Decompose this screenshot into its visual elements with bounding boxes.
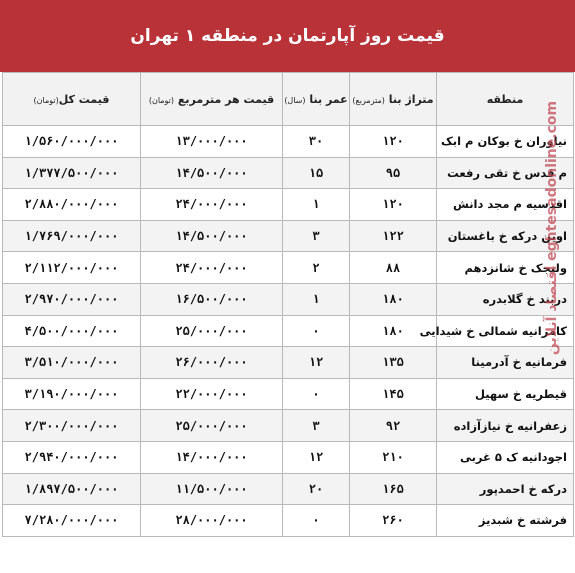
price-table bbox=[2, 72, 574, 537]
cell-total: ۲/۳۰۰/۰۰۰/۰۰۰ bbox=[3, 410, 141, 442]
cell-area: اوین درکه خ باغستان bbox=[437, 220, 574, 252]
cell-area: ولنجک خ شانزدهم bbox=[437, 252, 574, 284]
cell-size: ۲۱۰ bbox=[350, 441, 437, 473]
header-price-sqm: قیمت هر مترمربع (تومان) bbox=[141, 73, 283, 126]
cell-total: ۲/۹۴۰/۰۰۰/۰۰۰ bbox=[3, 441, 141, 473]
cell-size: ۹۵ bbox=[350, 157, 437, 189]
cell-price-sqm: ۲۵/۰۰۰/۰۰۰ bbox=[141, 315, 283, 347]
cell-age: ۲ bbox=[283, 252, 350, 284]
cell-age: ۳ bbox=[283, 410, 350, 442]
table-row bbox=[3, 189, 574, 221]
title-text: قیمت روز آپارتمان در منطقه ۱ تهران bbox=[130, 26, 445, 46]
cell-area: فرمانیه خ آدرمینا bbox=[437, 347, 574, 379]
cell-size: ۱۲۲ bbox=[350, 220, 437, 252]
cell-price-sqm: ۲۵/۰۰۰/۰۰۰ bbox=[141, 410, 283, 442]
cell-age: ۳ bbox=[283, 220, 350, 252]
cell-area: زعفرانیه خ نیازآزاده bbox=[437, 410, 574, 442]
cell-age: ۰ bbox=[283, 315, 350, 347]
cell-total: ۱/۸۹۷/۵۰۰/۰۰۰ bbox=[3, 473, 141, 505]
cell-total: ۲/۱۱۲/۰۰۰/۰۰۰ bbox=[3, 252, 141, 284]
table-row bbox=[3, 283, 574, 315]
cell-total: ۲/۹۷۰/۰۰۰/۰۰۰ bbox=[3, 283, 141, 315]
cell-price-sqm: ۱۴/۰۰۰/۰۰۰ bbox=[141, 441, 283, 473]
table-row bbox=[3, 220, 574, 252]
cell-total: ۴/۵۰۰/۰۰۰/۰۰۰ bbox=[3, 315, 141, 347]
table-row bbox=[3, 315, 574, 347]
cell-total: ۲/۸۸۰/۰۰۰/۰۰۰ bbox=[3, 189, 141, 221]
cell-size: ۱۸۰ bbox=[350, 283, 437, 315]
cell-area: م قدس خ تقی رفعت bbox=[437, 157, 574, 189]
cell-total: ۱/۵۶۰/۰۰۰/۰۰۰ bbox=[3, 126, 141, 158]
cell-price-sqm: ۱۶/۵۰۰/۰۰۰ bbox=[141, 283, 283, 315]
table-row bbox=[3, 410, 574, 442]
cell-area: نیاوران خ بوکان م ابک bbox=[437, 126, 574, 158]
cell-size: ۱۳۵ bbox=[350, 347, 437, 379]
cell-area: دربند خ گلابدره bbox=[437, 283, 574, 315]
header-total: قیمت کل(تومان) bbox=[3, 73, 141, 126]
cell-age: ۱۲ bbox=[283, 347, 350, 379]
table-row bbox=[3, 347, 574, 379]
cell-total: ۱/۳۷۷/۵۰۰/۰۰۰ bbox=[3, 157, 141, 189]
cell-price-sqm: ۲۶/۰۰۰/۰۰۰ bbox=[141, 347, 283, 379]
cell-price-sqm: ۱۳/۰۰۰/۰۰۰ bbox=[141, 126, 283, 158]
cell-area: اجودانیه ک ۵ غربی bbox=[437, 441, 574, 473]
page-title bbox=[0, 0, 575, 72]
cell-price-sqm: ۲۲/۰۰۰/۰۰۰ bbox=[141, 378, 283, 410]
cell-price-sqm: ۲۴/۰۰۰/۰۰۰ bbox=[141, 252, 283, 284]
cell-age: ۰ bbox=[283, 505, 350, 537]
cell-price-sqm: ۲۴/۰۰۰/۰۰۰ bbox=[141, 189, 283, 221]
table-header-row bbox=[3, 73, 574, 126]
cell-size: ۱۲۰ bbox=[350, 189, 437, 221]
cell-age: ۱ bbox=[283, 283, 350, 315]
cell-area: کامرانیه شمالی خ شیدایی bbox=[437, 315, 574, 347]
cell-area: درکه خ احمدپور bbox=[437, 473, 574, 505]
cell-size: ۲۶۰ bbox=[350, 505, 437, 537]
cell-total: ۱/۷۶۹/۰۰۰/۰۰۰ bbox=[3, 220, 141, 252]
cell-total: ۷/۲۸۰/۰۰۰/۰۰۰ bbox=[3, 505, 141, 537]
cell-size: ۱۸۰ bbox=[350, 315, 437, 347]
cell-total: ۳/۵۱۰/۰۰۰/۰۰۰ bbox=[3, 347, 141, 379]
cell-area: فرشته خ شبدیز bbox=[437, 505, 574, 537]
header-area: منطقه bbox=[437, 73, 574, 126]
cell-age: ۳۰ bbox=[283, 126, 350, 158]
table-row bbox=[3, 473, 574, 505]
cell-age: ۲۰ bbox=[283, 473, 350, 505]
table-row bbox=[3, 126, 574, 158]
cell-size: ۱۶۵ bbox=[350, 473, 437, 505]
cell-size: ۸۸ bbox=[350, 252, 437, 284]
cell-age: ۱۲ bbox=[283, 441, 350, 473]
cell-size: ۱۴۵ bbox=[350, 378, 437, 410]
table-row bbox=[3, 441, 574, 473]
header-size: متراژ بنا (مترمربع) bbox=[350, 73, 437, 126]
cell-price-sqm: ۱۴/۵۰۰/۰۰۰ bbox=[141, 157, 283, 189]
watermark: اقتصاد آنلاین eghtesadonline.com bbox=[544, 100, 561, 356]
cell-price-sqm: ۲۸/۰۰۰/۰۰۰ bbox=[141, 505, 283, 537]
cell-size: ۱۲۰ bbox=[350, 126, 437, 158]
cell-age: ۱ bbox=[283, 189, 350, 221]
cell-area: قیطریه خ سهیل bbox=[437, 378, 574, 410]
cell-age: ۰ bbox=[283, 378, 350, 410]
table-row bbox=[3, 505, 574, 537]
cell-area: اقدسیه م مجد دانش bbox=[437, 189, 574, 221]
header-age: عمر بنا (سال) bbox=[283, 73, 350, 126]
cell-total: ۳/۱۹۰/۰۰۰/۰۰۰ bbox=[3, 378, 141, 410]
table-row bbox=[3, 378, 574, 410]
cell-size: ۹۲ bbox=[350, 410, 437, 442]
cell-age: ۱۵ bbox=[283, 157, 350, 189]
cell-price-sqm: ۱۱/۵۰۰/۰۰۰ bbox=[141, 473, 283, 505]
table-row bbox=[3, 252, 574, 284]
cell-price-sqm: ۱۴/۵۰۰/۰۰۰ bbox=[141, 220, 283, 252]
table-row bbox=[3, 157, 574, 189]
